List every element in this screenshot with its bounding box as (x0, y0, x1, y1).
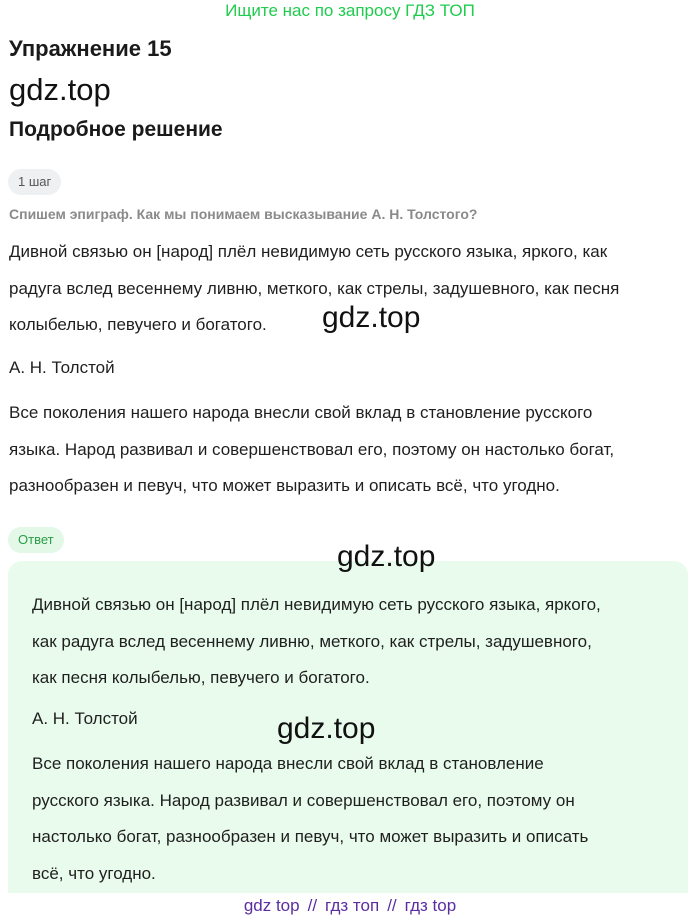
step-question: Спишем эпиграф. Как мы понимаем высказывание А. Н. Толстого? (9, 206, 478, 222)
answer-epigraph-line: Дивной связью он [народ] плёл невидимую сеть русского языка, яркого, (32, 595, 601, 614)
solution-subtitle: Подробное решение (9, 118, 223, 141)
epigraph-line: колыбелью, певучего и богатого. (9, 315, 267, 334)
explanation-line: Все поколения нашего народа внесли свой вклад в становление русского (9, 403, 593, 422)
footer-link[interactable]: гдз top (404, 896, 457, 915)
site-brand: gdz.top (9, 72, 111, 107)
footer-separator: // (387, 896, 397, 915)
exercise-title: Упражнение 15 (9, 36, 172, 61)
answer-epigraph-text (32, 587, 672, 697)
explanation-line: языка. Народ развивал и совершенствовал его, поэтому он настолько богат, (9, 439, 615, 459)
footer-separator: // (307, 896, 318, 915)
answer-explanation-line: всё, что угодно. (32, 863, 156, 883)
epigraph-author: А. Н. Толстой (9, 358, 115, 377)
footer-link[interactable]: гдз топ (325, 896, 380, 915)
answer-explanation-text (32, 746, 672, 892)
explanation-text (9, 395, 689, 505)
footer-link[interactable]: gdz top (243, 896, 300, 915)
watermark: gdz.top (277, 712, 376, 745)
search-banner[interactable]: Ищите нас по запросу ГДЗ ТОП (225, 1, 475, 20)
watermark: gdz.top (337, 540, 436, 573)
answer-badge: Ответ (8, 527, 64, 553)
answer-explanation-line: русского языка. Народ развивал и совершенствовал его, поэтому он (32, 790, 575, 810)
answer-epigraph-line: как песня колыбелью, певучего и богатого. (32, 668, 370, 687)
explanation-line: разнообразен и певуч, что может выразить и описать всё, что угодно. (9, 476, 560, 495)
footer-links (0, 896, 700, 916)
answer-epigraph-line: как радуга вслед весеннему ливню, меткого, как стрелы, задушевного, (32, 631, 592, 651)
epigraph-line: Дивной связью он [народ] плёл невидимую сеть русского языка, яркого, как (9, 242, 608, 261)
watermark: gdz.top (322, 301, 421, 334)
answer-explanation-line: Все поколения нашего народа внесли свой вклад в становление (32, 754, 544, 773)
answer-author: А. Н. Толстой (32, 709, 138, 728)
step-badge: 1 шаг (8, 169, 61, 195)
epigraph-line: радуга вслед весеннему ливню, меткого, как стрелы, задушевного, как песня (9, 278, 620, 298)
answer-explanation-line: настолько богат, разнообразен и певуч, что может выразить и описать (32, 827, 589, 846)
